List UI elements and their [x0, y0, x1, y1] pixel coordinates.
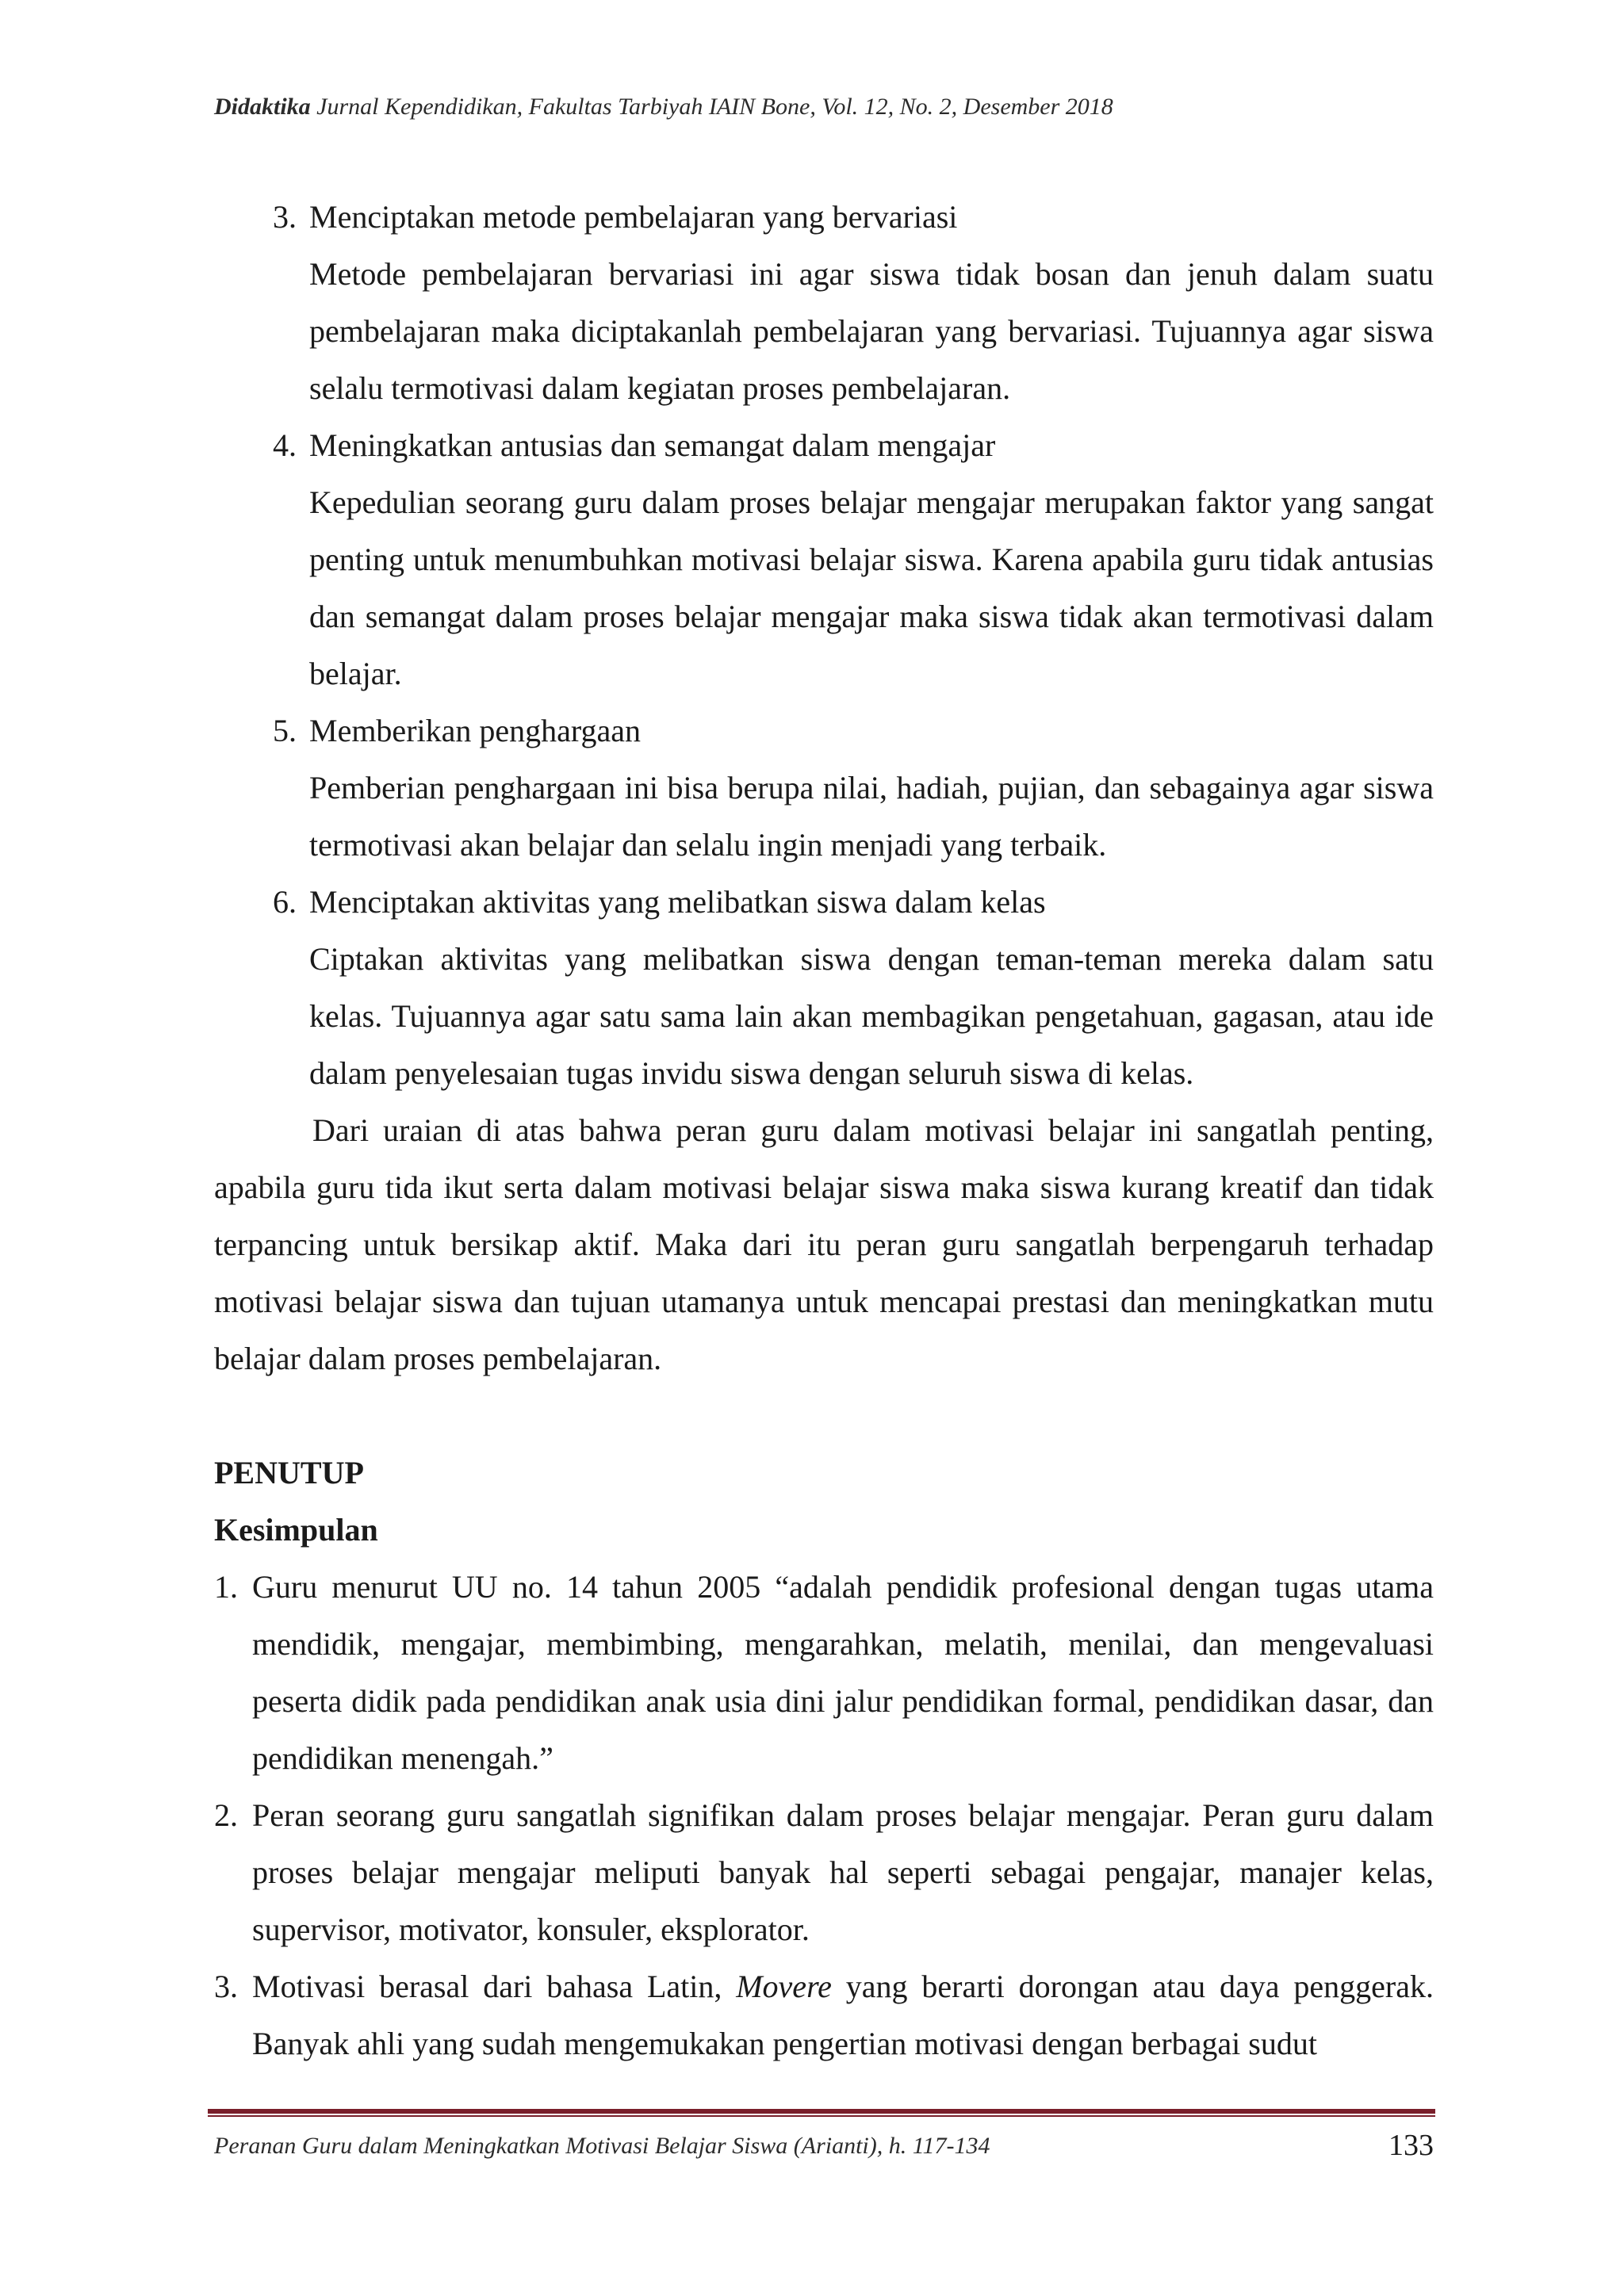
item-number: 3.	[273, 199, 297, 235]
page-body	[214, 189, 1434, 2072]
conclusion-text: Guru menurut UU no. 14 tahun 2005 “adalah pendidik profesional dengan tugas utama mendidik, mengajar, membimbing, mengarahkan, melatih, menilai, dan mengevaluasi peserta didik pada pendidikan anak usia dini jalur pendidikan formal, pendidikan dasar, dan pendidikan menengah.”	[252, 1569, 1434, 1776]
summary-paragraph: Dari uraian di atas bahwa peran guru dalam motivasi belajar ini sangatlah penting, apabila guru tida ikut serta dalam motivasi belajar siswa maka siswa kurang kreatif dan tidak terpancing untuk bersikap aktif. Maka dari itu peran guru sangatlah berpengaruh terhadap motivasi belajar siswa dan tujuan utamanya untuk mencapai prestasi dan meningkatkan mutu belajar dalam proses pembelajaran.	[214, 1112, 1434, 1376]
running-footer	[214, 2129, 1434, 2162]
running-header	[214, 94, 1435, 121]
item-description: Ciptakan aktivitas yang melibatkan siswa dengan teman-teman mereka dalam satu kelas. Tujuannya agar satu sama lain akan membagikan pengetahuan, gagasan, atau ide dalam penyelesaian tugas invidu siswa dengan seluruh siswa di kelas.	[309, 941, 1434, 1091]
item-title: Menciptakan metode pembelajaran yang bervariasi	[309, 199, 958, 235]
item-title: Memberikan penghargaan	[309, 713, 641, 748]
footer-rule-thick	[208, 2109, 1435, 2114]
item-description: Pemberian penghargaan ini bisa berupa nilai, hadiah, pujian, dan sebagainya agar siswa termotivasi akan belajar dan selalu ingin menjadi yang terbaik.	[309, 770, 1434, 863]
item-title: Meningkatkan antusias dan semangat dalam mengajar	[309, 427, 996, 463]
page-number: 133	[1388, 2129, 1434, 2162]
spacer	[214, 1387, 1434, 1445]
list-item	[214, 189, 1434, 417]
journal-details: Jurnal Kependidikan, Fakultas Tarbiyah IAIN Bone, Vol. 12, No. 2, Desember 2018	[310, 94, 1113, 120]
item-title: Menciptakan aktivitas yang melibatkan siswa dalam kelas	[309, 884, 1046, 920]
item-description: Metode pembelajaran bervariasi ini agar siswa tidak bosan dan jenuh dalam suatu pembelajaran maka diciptakanlah pembelajaran yang bervariasi. Tujuannya agar siswa selalu termotivasi dalam kegiatan proses pembelajaran.	[309, 256, 1434, 406]
conclusion-item	[214, 1958, 1434, 2072]
conclusion-number: 3.	[214, 1969, 238, 2004]
conclusion-item	[214, 1787, 1434, 1958]
footer-citation: Peranan Guru dalam Meningkatkan Motivasi Belajar Siswa (Arianti), h. 117-134	[214, 2133, 990, 2159]
item-number: 4.	[273, 427, 297, 463]
footer-rule	[208, 2109, 1435, 2117]
footer-rule-thin	[208, 2115, 1435, 2117]
conclusion-text-end: yang berarti dorongan atau daya penggerak. Banyak ahli yang sudah mengemukakan pengertian motivasi dengan berbagai sudut	[252, 1969, 1434, 2061]
list-item	[214, 417, 1434, 702]
journal-name: Didaktika	[214, 94, 311, 120]
item-number: 6.	[273, 884, 297, 920]
list-item	[214, 874, 1434, 1102]
list-item	[214, 702, 1434, 874]
conclusion-text: Peran seorang guru sangatlah signifikan dalam proses belajar mengajar. Peran guru dalam proses belajar mengajar meliputi banyak hal seperti sebagai pengajar, manajer kelas, supervisor, motivator, konsuler, eksplorator.	[252, 1797, 1434, 1947]
subsection-heading: Kesimpulan	[214, 1512, 378, 1548]
conclusion-text-start: Motivasi berasal dari bahasa Latin,	[252, 1969, 737, 2004]
conclusion-item	[214, 1559, 1434, 1787]
conclusion-number: 2.	[214, 1797, 238, 1833]
latin-term: Movere	[736, 1969, 832, 2004]
item-number: 5.	[273, 713, 297, 748]
section-heading: PENUTUP	[214, 1455, 364, 1490]
item-description: Kepedulian seorang guru dalam proses belajar mengajar merupakan faktor yang sangat penting untuk menumbuhkan motivasi belajar siswa. Karena apabila guru tidak antusias dan semangat dalam proses belajar mengajar maka siswa tidak akan termotivasi dalam belajar.	[309, 484, 1434, 691]
conclusion-number: 1.	[214, 1569, 238, 1605]
